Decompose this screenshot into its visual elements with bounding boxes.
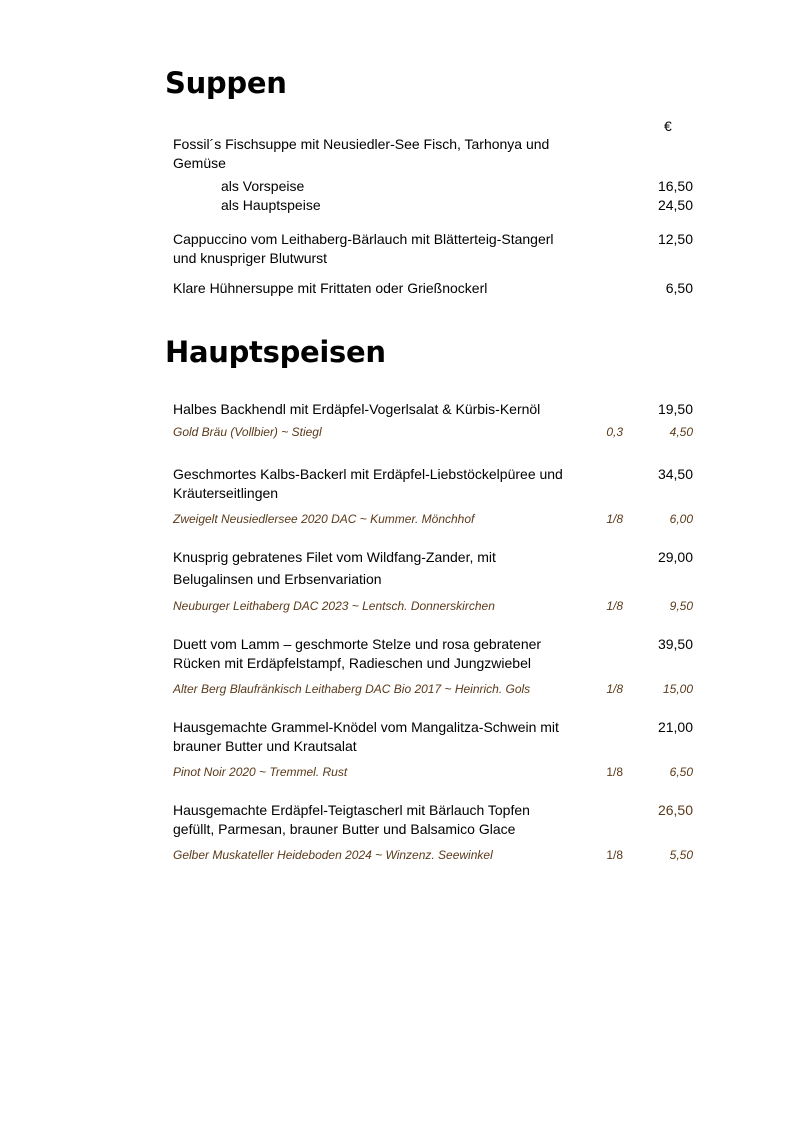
item-desc-line: Fossil´s Fischsuppe mit Neusiedler-See Fisch, Tarhonya und: [173, 136, 550, 152]
wine-volume: 1/8: [606, 512, 623, 526]
item-desc-line: Geschmortes Kalbs-Backerl mit Erdäpfel-Liebstöckelpüree und: [173, 466, 563, 482]
item-description: [173, 400, 588, 419]
wine-volume: 1/8: [606, 599, 623, 613]
item-desc-line: Gemüse: [173, 155, 226, 171]
item-price: 6,50: [665, 280, 693, 296]
wine-volume: 1/8: [606, 682, 623, 696]
item-desc-line: und knuspriger Blutwurst: [173, 250, 328, 266]
item-description: [173, 718, 588, 756]
item-description: [173, 801, 588, 839]
subitem-label: als Hauptspeise: [221, 197, 321, 213]
wine-price: 6,50: [669, 765, 693, 779]
item-desc-line: gefüllt, Parmesan, brauner Butter und Balsamico Glace: [173, 821, 516, 837]
wine-name: Zweigelt Neusiedlersee 2020 DAC ~ Kummer. Mönchhof: [173, 512, 475, 526]
wine-volume: 0,3: [606, 425, 623, 439]
wine-name: Gelber Muskateller Heideboden 2024 ~ Winzenz. Seewinkel: [173, 848, 493, 862]
currency-header: €: [664, 118, 672, 134]
wine-price: 9,50: [669, 599, 693, 613]
wine-name: Alter Berg Blaufränkisch Leithaberg DAC Bio 2017 ~ Heinrich. Gols: [173, 682, 531, 696]
item-desc-line: Rücken mit Erdäpfelstampf, Radieschen und Jungzwiebel: [173, 655, 531, 671]
item-price: 21,00: [657, 719, 693, 735]
wine-price: 6,00: [669, 512, 693, 526]
wine-name: Pinot Noir 2020 ~ Tremmel. Rust: [173, 765, 348, 779]
item-price: 39,50: [657, 636, 693, 652]
item-desc-line: Kräuterseitlingen: [173, 485, 279, 501]
item-desc-line: brauner Butter und Krautsalat: [173, 738, 357, 754]
item-description: [173, 135, 588, 173]
item-price: 26,50: [657, 802, 693, 818]
wine-price: 4,50: [669, 425, 693, 439]
item-desc-line: Belugalinsen und Erbsenvariation: [173, 571, 382, 587]
section-heading-hauptspeisen: Hauptspeisen: [165, 335, 386, 369]
item-price: 34,50: [657, 466, 693, 482]
item-price: 24,50: [657, 197, 693, 213]
item-description: [173, 635, 588, 673]
wine-name: Gold Bräu (Vollbier) ~ Stiegl: [173, 425, 322, 439]
wine-volume: 1/8: [606, 848, 623, 862]
item-price: 16,50: [657, 178, 693, 194]
item-desc-line: Hausgemachte Grammel-Knödel vom Mangalitza-Schwein mit: [173, 719, 559, 735]
section-heading-suppen: Suppen: [165, 66, 287, 100]
item-desc-line: Klare Hühnersuppe mit Frittaten oder Grießnockerl: [173, 280, 488, 296]
item-price: 19,50: [657, 401, 693, 417]
item-desc-line: Duett vom Lamm – geschmorte Stelze und rosa gebratener: [173, 636, 542, 652]
item-desc-line: Cappuccino vom Leithaberg-Bärlauch mit Blätterteig-Stangerl: [173, 231, 554, 247]
item-price: 12,50: [657, 231, 693, 247]
wine-price: 5,50: [669, 848, 693, 862]
subitem-label: als Vorspeise: [221, 178, 305, 194]
item-description: [173, 230, 588, 268]
item-description: [173, 465, 588, 503]
wine-volume: 1/8: [606, 765, 623, 779]
item-description: [173, 279, 588, 298]
item-description: [173, 548, 588, 589]
wine-name: Neuburger Leithaberg DAC 2023 ~ Lentsch. Donnerskirchen: [173, 599, 495, 613]
item-desc-line: Hausgemachte Erdäpfel-Teigtascherl mit Bärlauch Topfen: [173, 802, 530, 818]
item-desc-line: Halbes Backhendl mit Erdäpfel-Vogerlsalat & Kürbis-Kernöl: [173, 401, 541, 417]
item-desc-line: Knusprig gebratenes Filet vom Wildfang-Zander, mit: [173, 549, 496, 565]
wine-price: 15,00: [662, 682, 693, 696]
item-price: 29,00: [657, 549, 693, 565]
